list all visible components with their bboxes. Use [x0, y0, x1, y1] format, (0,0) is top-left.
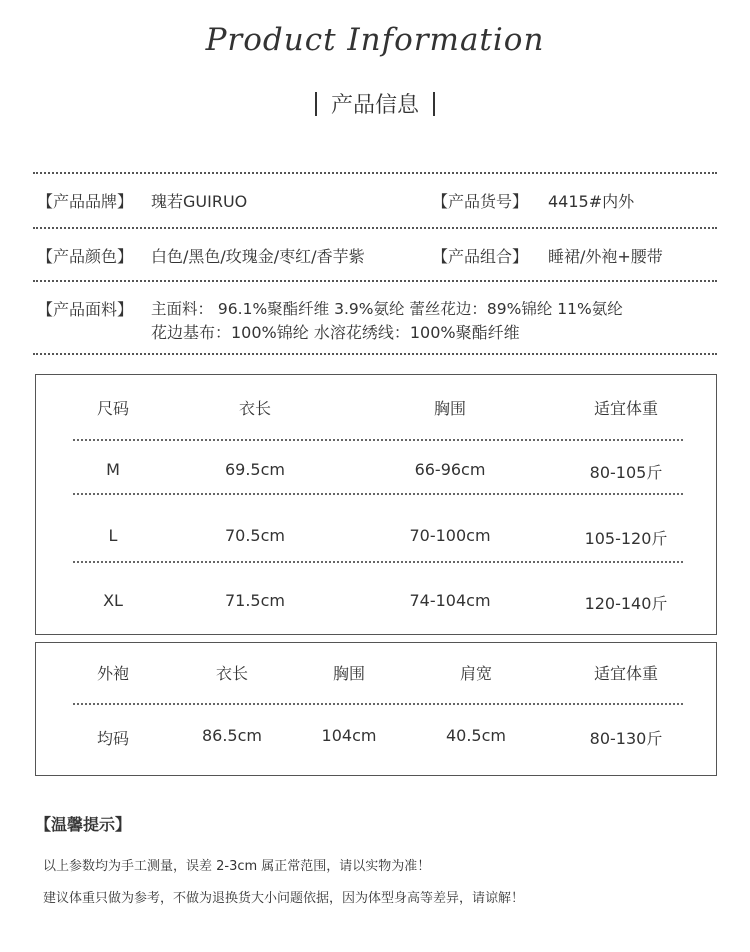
table-divider: [73, 439, 683, 441]
table-header-cell: 衣长: [238, 399, 271, 418]
table-header-cell: 肩宽: [459, 664, 492, 683]
table-cell: M: [106, 460, 120, 479]
fabric-label: 【产品面料】: [37, 300, 134, 319]
table-header-cell: 外袍: [96, 664, 129, 683]
table-cell: L: [108, 526, 118, 545]
combo-value: 睡裙/外袍+腰带: [548, 247, 663, 266]
color-label: 【产品颜色】: [37, 247, 134, 266]
table-cell: 120-140斤: [584, 594, 668, 613]
table-cell: 40.5cm: [445, 726, 506, 745]
divider: [33, 227, 717, 229]
product-information-script-title: Product Information: [205, 22, 545, 58]
table-cell: 66-96cm: [414, 460, 486, 479]
divider: [33, 172, 717, 174]
table-header-cell: 适宜体重: [593, 664, 658, 683]
table-cell: 70.5cm: [224, 526, 285, 545]
table-cell: 80-130斤: [589, 729, 663, 748]
brand-label: 【产品品牌】: [37, 192, 134, 211]
table-cell: 70-100cm: [409, 526, 491, 545]
table-header-cell: 衣长: [215, 664, 248, 683]
divider: [33, 280, 717, 282]
item-no-value: 4415#内外: [548, 192, 635, 211]
tip-line-2: 建议体重只做为参考，不做为退换货大小问题依据，因为体型身高等差异，请谅解！: [43, 891, 525, 906]
section-title-text: 产品信息: [330, 93, 419, 118]
table-cell: XL: [103, 591, 123, 610]
table-header-cell: 尺码: [96, 399, 129, 418]
fabric-line-1: 主面料： 96.1%聚酯纤维 3.9%氨纶 蕾丝花边：89%锦纶 11%氨纶: [151, 300, 623, 318]
table-header-cell: 适宜体重: [593, 399, 658, 418]
robe-table: [35, 642, 717, 776]
title-right-bar: [433, 92, 435, 116]
title-left-bar: [315, 92, 317, 116]
table-cell: 104cm: [321, 726, 377, 745]
table-header-cell: 胸围: [433, 399, 466, 418]
table-cell: 均码: [96, 729, 129, 748]
fabric-line-2: 花边基布：100%锦纶 水溶花绣线：100%聚酯纤维: [151, 323, 520, 342]
tip-line-1: 以上参数均为手工测量，误差 2-3cm 属正常范围，请以实物为准！: [43, 859, 431, 874]
table-cell: 80-105斤: [589, 463, 663, 482]
brand-value: 瑰若GUIRUO: [151, 192, 248, 211]
item-no-label: 【产品货号】: [432, 192, 529, 211]
table-cell: 105-120斤: [584, 529, 668, 548]
size-table: [35, 374, 717, 635]
tips-title: 【温馨提示】: [35, 815, 132, 834]
table-cell: 69.5cm: [224, 460, 285, 479]
table-cell: 74-104cm: [409, 591, 491, 610]
table-divider: [73, 493, 683, 495]
table-divider: [73, 703, 683, 705]
color-value: 白色/黑色/玫瑰金/枣红/香芋紫: [151, 247, 365, 266]
combo-label: 【产品组合】: [432, 247, 529, 266]
divider: [33, 353, 717, 355]
table-cell: 86.5cm: [201, 726, 262, 745]
table-header-cell: 胸围: [332, 664, 365, 683]
table-cell: 71.5cm: [224, 591, 285, 610]
table-divider: [73, 561, 683, 563]
section-title: [0, 88, 750, 119]
